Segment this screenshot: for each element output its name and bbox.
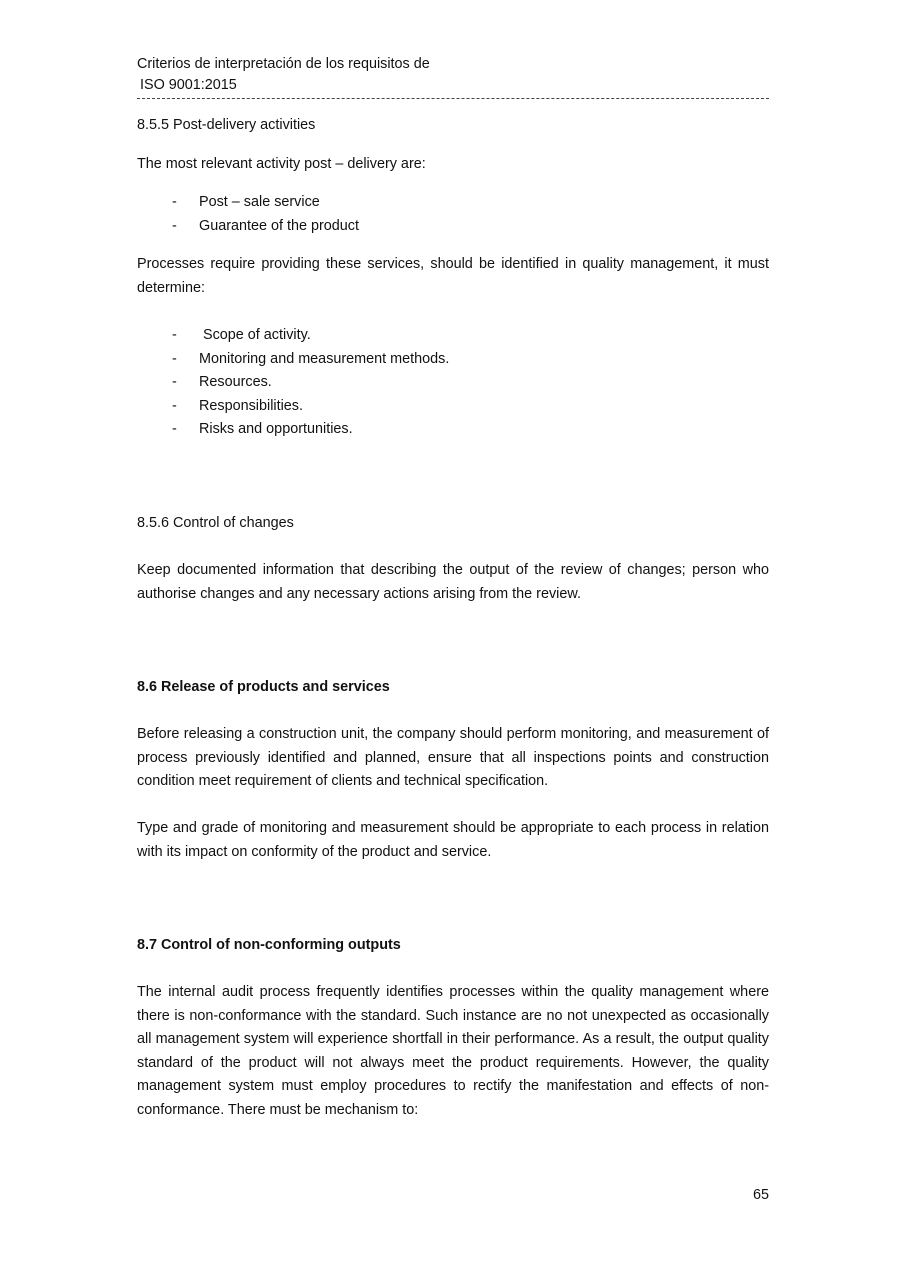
paragraph-8-7: The internal audit process frequently identifies processes within the quality management where there is non-conformance with the standard. Such instance are no not unexpected as occasionally all management system will experience shortfall in their performance. As a result, the output quality standard of the product will not always meet the product requirements. However, the quality management system must employ procedures to rectify the manifestation and effects of non-conformance. There must be mechanism to:: [137, 984, 769, 1118]
list-marker: -: [172, 374, 177, 390]
heading-8-7: 8.7 Control of non-conforming outputs: [137, 937, 401, 953]
list-marker: -: [172, 327, 177, 343]
document-page: [137, 0, 769, 1280]
list-item: - Risks and opportunities.: [137, 418, 769, 442]
page-number: 65: [752, 1187, 769, 1203]
header-title-line-2: ISO 9001:2015: [140, 77, 237, 93]
paragraph-8-6-b: Type and grade of monitoring and measurement should be appropriate to each process in relation with its impact on conformity of the product and service.: [137, 820, 769, 860]
intro-8-5-5: The most relevant activity post – delivery are:: [137, 156, 426, 172]
list-marker: -: [172, 397, 177, 414]
header-divider: [137, 98, 769, 99]
list-marker: -: [172, 350, 177, 367]
list-marker: -: [172, 217, 177, 234]
list-item: - Post – sale service: [137, 191, 769, 215]
list-item: - Guarantee of the product: [137, 215, 769, 239]
list-item: - Scope of activity.: [137, 324, 769, 348]
list-item: - Responsibilities.: [137, 395, 769, 419]
list-determine: [137, 324, 769, 442]
running-header: [137, 54, 430, 96]
heading-8-5-5: 8.5.5 Post-delivery activities: [137, 117, 316, 133]
list-item: - Monitoring and measurement methods.: [137, 348, 769, 372]
list-marker: -: [172, 421, 177, 437]
heading-8-6: 8.6 Release of products and services: [137, 679, 390, 695]
paragraph-8-5-5: Processes require providing these services, should be identified in quality management, it must determine:: [137, 256, 769, 296]
list-item: - Resources.: [137, 371, 769, 395]
paragraph-8-5-6: Keep documented information that describing the output of the review of changes; person who authorise changes and any necessary actions arising from the review.: [137, 562, 769, 602]
heading-8-5-6: 8.5.6 Control of changes: [137, 515, 294, 531]
list-post-delivery: [137, 191, 769, 238]
header-title-line-1: Criterios de interpretación de los requisitos de: [137, 56, 430, 72]
paragraph-8-6-a: Before releasing a construction unit, the company should perform monitoring, and measurement of process previously identified and planned, ensure that all inspections points and construction condition meet requirement of clients and technical specification.: [137, 726, 769, 789]
list-marker: -: [172, 194, 177, 210]
